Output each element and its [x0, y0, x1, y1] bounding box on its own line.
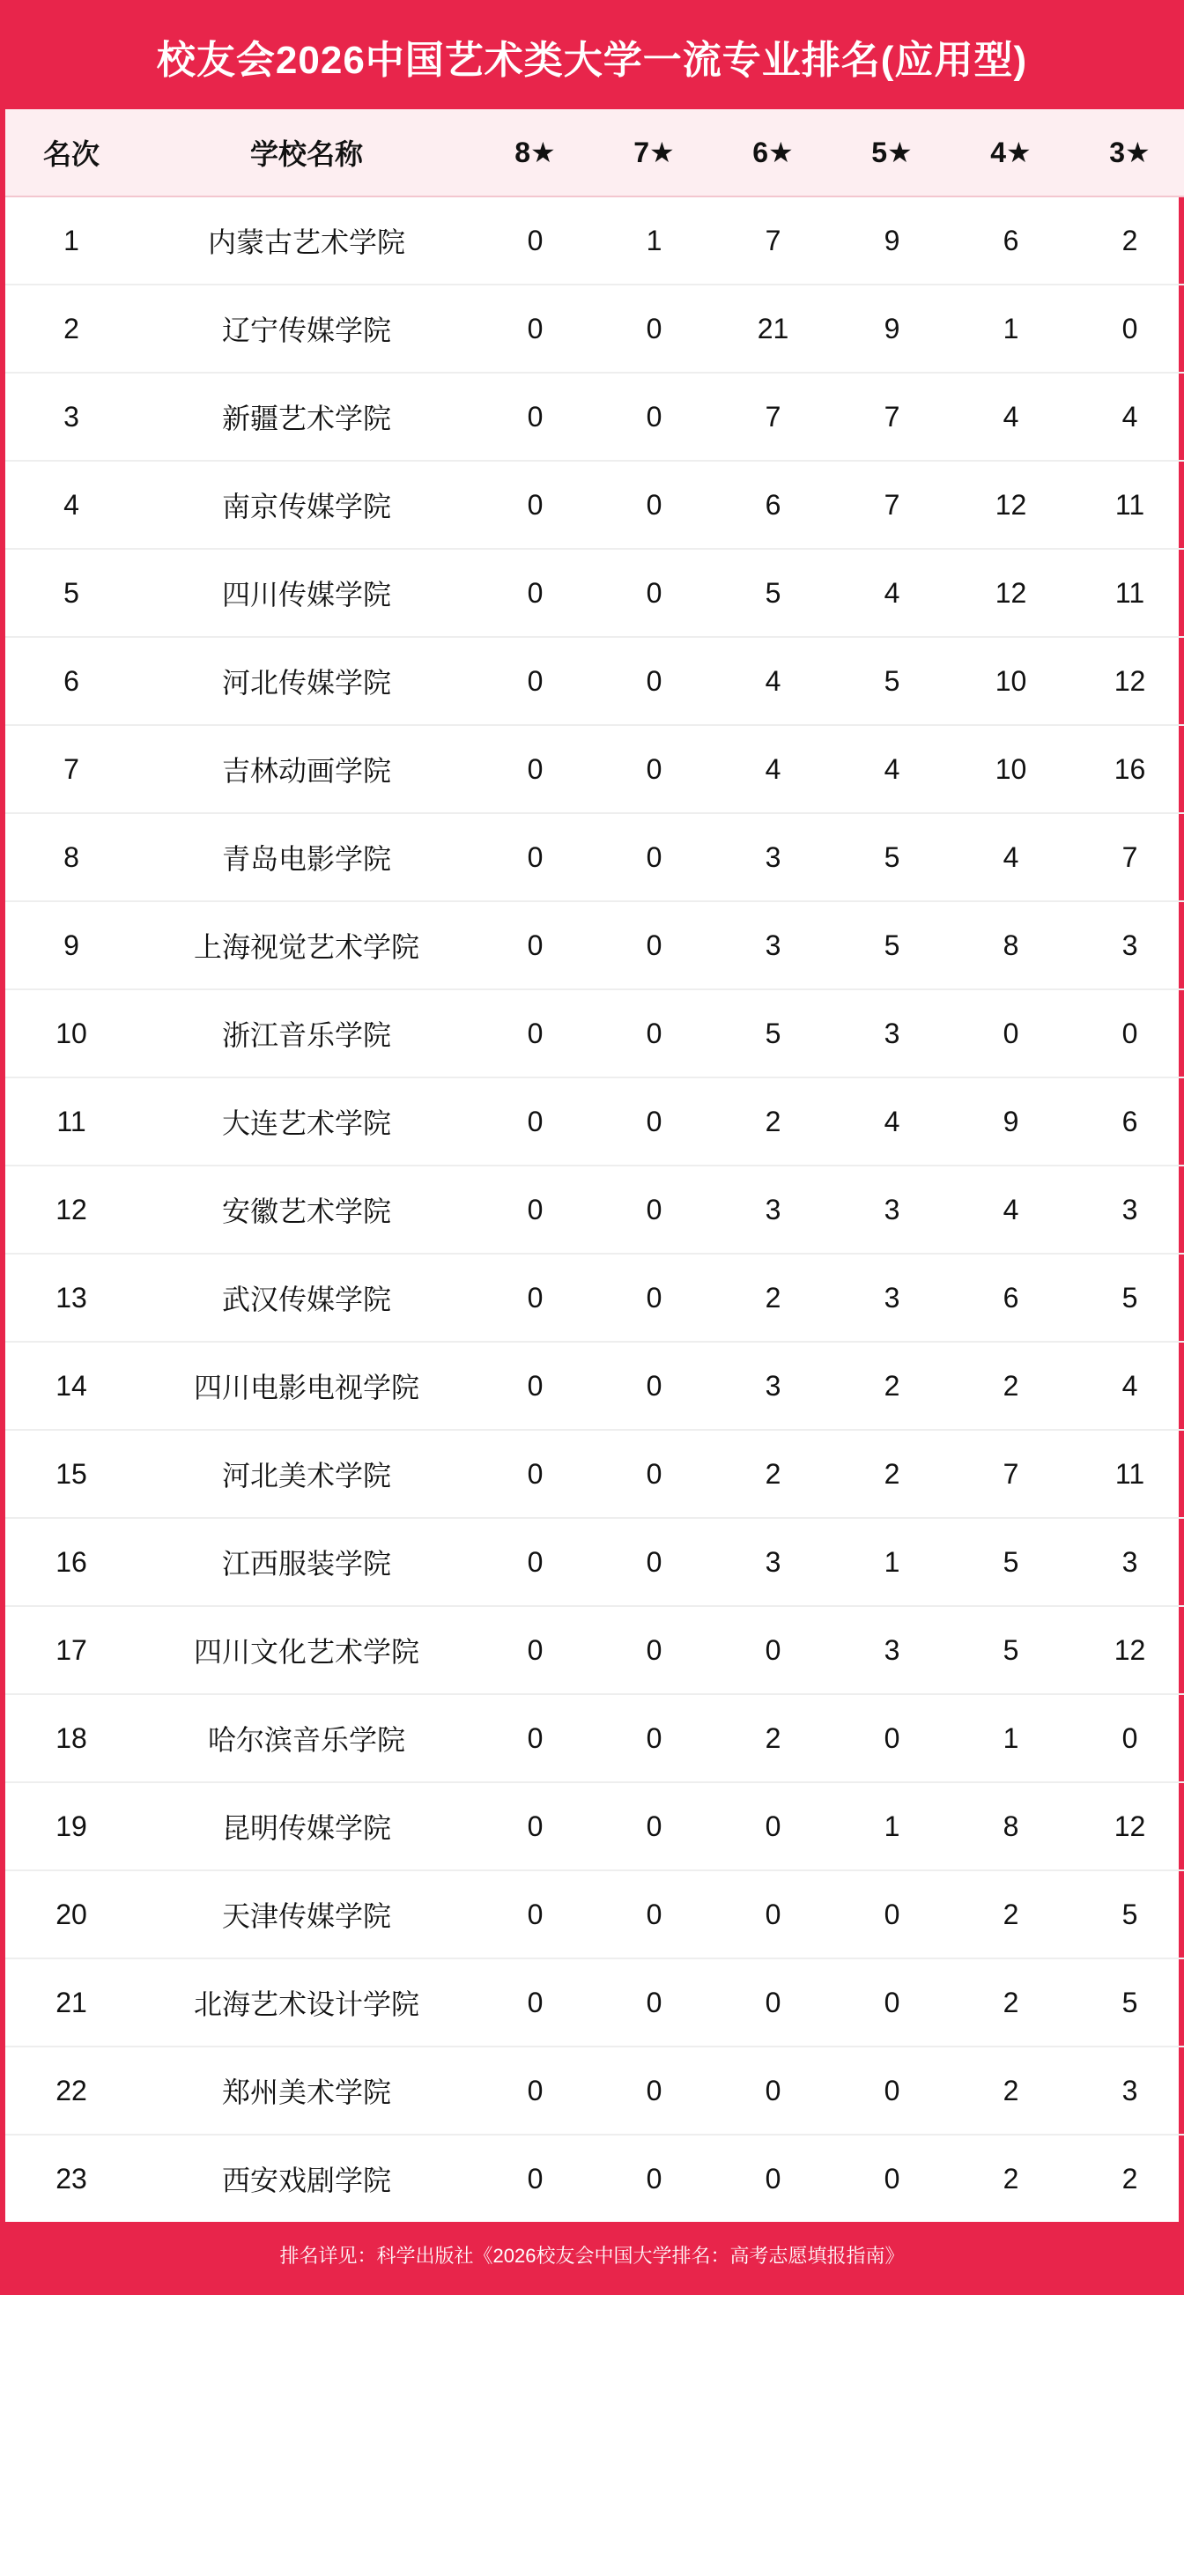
cell-s5: 0: [832, 1870, 951, 1958]
cell-s4: 12: [951, 461, 1070, 549]
cell-s3: 11: [1070, 1430, 1184, 1518]
cell-s7: 0: [595, 1518, 714, 1606]
cell-name: 大连艺术学院: [137, 1077, 476, 1166]
cell-s8: 0: [476, 1694, 595, 1782]
cell-s8: 0: [476, 1342, 595, 1430]
cell-s6: 3: [714, 1166, 832, 1254]
cell-s6: 3: [714, 1518, 832, 1606]
cell-s3: 4: [1070, 1342, 1184, 1430]
cell-s4: 10: [951, 725, 1070, 813]
cell-s6: 7: [714, 373, 832, 461]
cell-s5: 3: [832, 989, 951, 1077]
cell-s7: 0: [595, 2047, 714, 2135]
cell-s7: 0: [595, 1077, 714, 1166]
cell-rank: 5: [5, 549, 137, 637]
cell-s4: 9: [951, 1077, 1070, 1166]
cell-s8: 0: [476, 901, 595, 989]
cell-s5: 3: [832, 1166, 951, 1254]
table-row: [5, 813, 1184, 901]
cell-s5: 3: [832, 1606, 951, 1694]
cell-s8: 0: [476, 989, 595, 1077]
cell-name: 四川文化艺术学院: [137, 1606, 476, 1694]
table-row: [5, 196, 1184, 285]
cell-s4: 6: [951, 196, 1070, 285]
table-row: [5, 549, 1184, 637]
cell-rank: 6: [5, 637, 137, 725]
cell-s3: 6: [1070, 1077, 1184, 1166]
cell-name: 吉林动画学院: [137, 725, 476, 813]
cell-s5: 2: [832, 1430, 951, 1518]
cell-s6: 0: [714, 2047, 832, 2135]
cell-s4: 8: [951, 901, 1070, 989]
cell-name: 辽宁传媒学院: [137, 285, 476, 373]
cell-s6: 3: [714, 901, 832, 989]
cell-s7: 0: [595, 1606, 714, 1694]
cell-s3: 3: [1070, 1166, 1184, 1254]
cell-s5: 7: [832, 461, 951, 549]
cell-s3: 3: [1070, 1518, 1184, 1606]
table-row: [5, 1518, 1184, 1606]
cell-s3: 5: [1070, 1254, 1184, 1342]
cell-s3: 2: [1070, 196, 1184, 285]
cell-s8: 0: [476, 813, 595, 901]
cell-name: 郑州美术学院: [137, 2047, 476, 2135]
cell-s8: 0: [476, 2047, 595, 2135]
cell-s6: 2: [714, 1430, 832, 1518]
cell-name: 青岛电影学院: [137, 813, 476, 901]
cell-s6: 0: [714, 1606, 832, 1694]
cell-s7: 0: [595, 637, 714, 725]
cell-name: 武汉传媒学院: [137, 1254, 476, 1342]
table-header: [5, 109, 1184, 196]
column-header-rank: 名次: [5, 109, 137, 196]
cell-s7: 1: [595, 196, 714, 285]
cell-s6: 0: [714, 1782, 832, 1870]
table-row: [5, 2047, 1184, 2135]
cell-s6: 3: [714, 813, 832, 901]
cell-s3: 4: [1070, 373, 1184, 461]
cell-s4: 8: [951, 1782, 1070, 1870]
cell-s3: 0: [1070, 285, 1184, 373]
cell-s3: 0: [1070, 1694, 1184, 1782]
cell-name: 北海艺术设计学院: [137, 1958, 476, 2047]
table-row: [5, 285, 1184, 373]
cell-s4: 6: [951, 1254, 1070, 1342]
cell-s4: 2: [951, 1342, 1070, 1430]
cell-s7: 0: [595, 989, 714, 1077]
cell-s5: 9: [832, 196, 951, 285]
cell-s8: 0: [476, 1077, 595, 1166]
column-header-name: 学校名称: [137, 109, 476, 196]
cell-s6: 4: [714, 637, 832, 725]
table-header-row: [5, 109, 1184, 196]
cell-s3: 5: [1070, 1870, 1184, 1958]
footer-note: 排名详见：科学出版社《2026校友会中国大学排名：高考志愿填报指南》: [5, 2222, 1179, 2290]
cell-rank: 3: [5, 373, 137, 461]
cell-s8: 0: [476, 637, 595, 725]
cell-s4: 12: [951, 549, 1070, 637]
table-row: [5, 989, 1184, 1077]
cell-s4: 2: [1003, 2162, 1019, 2195]
cell-s4: 7: [951, 1430, 1070, 1518]
cell-s6: 0: [714, 1870, 832, 1958]
cell-s6: 5: [714, 549, 832, 637]
cell-s7: 0: [595, 901, 714, 989]
cell-rank: 15: [5, 1430, 137, 1518]
cell-s6: 0: [765, 2162, 781, 2195]
table-row: [5, 1782, 1184, 1870]
cell-s3: 16: [1070, 725, 1184, 813]
column-header-star6: 6★: [714, 109, 832, 196]
cell-s8: 0: [476, 1606, 595, 1694]
cell-s3: 11: [1070, 461, 1184, 549]
cell-s6: 5: [714, 989, 832, 1077]
cell-s5: 4: [832, 725, 951, 813]
cell-name: 江西服装学院: [137, 1518, 476, 1606]
cell-rank: 19: [5, 1782, 137, 1870]
cell-s4: 0: [951, 989, 1070, 1077]
cell-s8: 0: [476, 1254, 595, 1342]
cell-s4: 1: [951, 1694, 1070, 1782]
cell-name: 哈尔滨音乐学院: [137, 1694, 476, 1782]
cell-s3: 3: [1070, 901, 1184, 989]
cell-s4: 2: [951, 1870, 1070, 1958]
cell-s3: 0: [1070, 989, 1184, 1077]
cell-s7: 0: [595, 373, 714, 461]
cell-s5: 5: [832, 813, 951, 901]
table-row: [5, 637, 1184, 725]
cell-s6: 7: [714, 196, 832, 285]
cell-s3: 2: [1121, 2162, 1138, 2195]
table-row: [5, 1077, 1184, 1166]
cell-s3: 11: [1070, 549, 1184, 637]
cell-s8: 0: [476, 196, 595, 285]
cell-s8: 0: [476, 1430, 595, 1518]
cell-rank: 12: [5, 1166, 137, 1254]
cell-s8: 0: [476, 285, 595, 373]
cell-s5: 2: [832, 1342, 951, 1430]
cell-rank: 4: [5, 461, 137, 549]
cell-rank: 14: [5, 1342, 137, 1430]
cell-name: 天津传媒学院: [137, 1870, 476, 1958]
cell-name: 河北美术学院: [137, 1430, 476, 1518]
cell-s7: 0: [595, 1782, 714, 1870]
table-row: [5, 1694, 1184, 1782]
cell-s7: 0: [595, 1694, 714, 1782]
cell-s4: 4: [951, 813, 1070, 901]
cell-s5: 3: [832, 1254, 951, 1342]
cell-rank: 13: [5, 1254, 137, 1342]
cell-name: 四川电影电视学院: [137, 1342, 476, 1430]
table-row: [5, 373, 1184, 461]
cell-s4: 1: [951, 285, 1070, 373]
table-row: [5, 1342, 1184, 1430]
cell-s5: 4: [832, 549, 951, 637]
column-header-star5: 5★: [832, 109, 951, 196]
cell-s5: 0: [832, 2047, 951, 2135]
column-header-star3: 3★: [1070, 109, 1184, 196]
cell-s3: 12: [1070, 637, 1184, 725]
cell-rank: 8: [5, 813, 137, 901]
table-row: [5, 1254, 1184, 1342]
cell-s8: 0: [476, 1518, 595, 1606]
cell-s4: 5: [951, 1606, 1070, 1694]
cell-s8: 0: [476, 1782, 595, 1870]
table-row: [5, 901, 1184, 989]
cell-name: 河北传媒学院: [137, 637, 476, 725]
cell-s6: 2: [714, 1254, 832, 1342]
cell-s7: 0: [595, 285, 714, 373]
cell-name: 新疆艺术学院: [137, 373, 476, 461]
cell-s5: 0: [832, 1958, 951, 2047]
cell-s8: 0: [476, 1870, 595, 1958]
cell-name: 昆明传媒学院: [137, 1782, 476, 1870]
cell-s3: 12: [1070, 1606, 1184, 1694]
cell-s7: 0: [595, 1958, 714, 2047]
cell-s5: 1: [832, 1518, 951, 1606]
page-title: 校友会2026中国艺术类大学一流专业排名(应用型): [5, 5, 1179, 109]
cell-s8: 0: [527, 2162, 544, 2195]
cell-rank: 1: [5, 196, 137, 285]
cell-s4: 4: [951, 373, 1070, 461]
cell-s7: 0: [595, 725, 714, 813]
cell-s5: 0: [832, 1694, 951, 1782]
table-body: [5, 196, 1184, 2222]
cell-s7: 0: [646, 2162, 662, 2195]
cell-s5: 9: [832, 285, 951, 373]
cell-s8: 0: [476, 549, 595, 637]
table-row: [5, 2135, 1184, 2222]
cell-s3: 12: [1070, 1782, 1184, 1870]
cell-s5: 0: [884, 2162, 900, 2195]
cell-s5: 5: [832, 901, 951, 989]
cell-rank: 11: [5, 1077, 137, 1166]
cell-rank: 17: [5, 1606, 137, 1694]
cell-s4: 10: [951, 637, 1070, 725]
cell-s6: 2: [714, 1077, 832, 1166]
cell-s6: 3: [714, 1342, 832, 1430]
cell-name: 四川传媒学院: [137, 549, 476, 637]
cell-rank: 18: [5, 1694, 137, 1782]
cell-s6: 4: [714, 725, 832, 813]
cell-s8: 0: [476, 373, 595, 461]
cell-s6: 2: [714, 1694, 832, 1782]
cell-s6: 6: [714, 461, 832, 549]
cell-s8: 0: [476, 461, 595, 549]
cell-s7: 0: [595, 813, 714, 901]
cell-rank: 9: [5, 901, 137, 989]
cell-s3: 7: [1070, 813, 1184, 901]
cell-rank: 23: [56, 2162, 87, 2195]
cell-s7: 0: [595, 1430, 714, 1518]
ranking-table: [5, 109, 1184, 2222]
cell-s5: 5: [832, 637, 951, 725]
cell-s5: 4: [832, 1077, 951, 1166]
cell-name: 内蒙古艺术学院: [137, 196, 476, 285]
cell-s5: 7: [832, 373, 951, 461]
table-row: [5, 1958, 1184, 2047]
cell-s5: 1: [832, 1782, 951, 1870]
cell-rank: 20: [5, 1870, 137, 1958]
cell-s6: 0: [714, 1958, 832, 2047]
cell-s4: 2: [951, 2047, 1070, 2135]
cell-s8: 0: [476, 1166, 595, 1254]
table-row: [5, 1606, 1184, 1694]
cell-s3: 3: [1070, 2047, 1184, 2135]
column-header-star8: 8★: [476, 109, 595, 196]
cell-s6: 21: [714, 285, 832, 373]
cell-s7: 0: [595, 549, 714, 637]
table-row: [5, 1430, 1184, 1518]
cell-rank: 21: [5, 1958, 137, 2047]
table-row: [5, 725, 1184, 813]
cell-s7: 0: [595, 1166, 714, 1254]
cell-rank: 7: [5, 725, 137, 813]
table-row: [5, 461, 1184, 549]
table-row: [5, 1870, 1184, 1958]
cell-s8: 0: [476, 1958, 595, 2047]
cell-s4: 5: [951, 1518, 1070, 1606]
cell-s4: 2: [951, 1958, 1070, 2047]
cell-s7: 0: [595, 1342, 714, 1430]
cell-name: 浙江音乐学院: [137, 989, 476, 1077]
cell-name: 上海视觉艺术学院: [137, 901, 476, 989]
column-header-star4: 4★: [951, 109, 1070, 196]
cell-s3: 5: [1070, 1958, 1184, 2047]
cell-rank: 10: [5, 989, 137, 1077]
cell-name: 西安戏剧学院: [221, 2165, 391, 2196]
cell-name: 安徽艺术学院: [137, 1166, 476, 1254]
table-row: [5, 1166, 1184, 1254]
cell-s8: 0: [476, 725, 595, 813]
cell-rank: 16: [5, 1518, 137, 1606]
column-header-star7: 7★: [595, 109, 714, 196]
cell-s4: 4: [951, 1166, 1070, 1254]
cell-s7: 0: [595, 1254, 714, 1342]
cell-rank: 22: [5, 2047, 137, 2135]
cell-s7: 0: [595, 461, 714, 549]
cell-s7: 0: [595, 1870, 714, 1958]
cell-rank: 2: [5, 285, 137, 373]
cell-name: 南京传媒学院: [137, 461, 476, 549]
